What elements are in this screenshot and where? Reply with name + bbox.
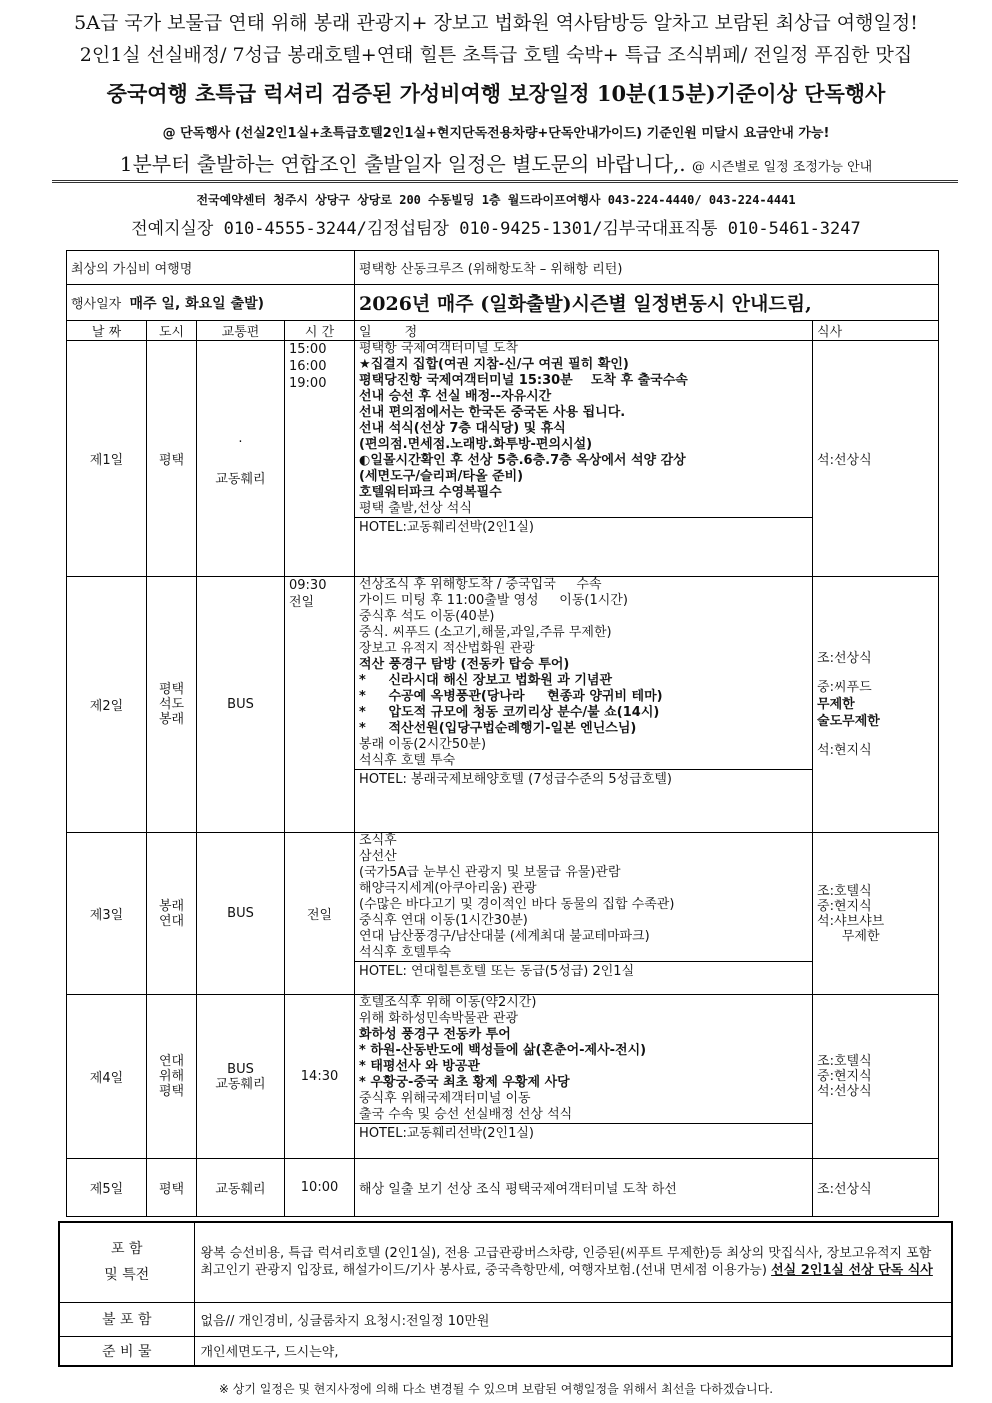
- schedule-line: * 압도적 규모에 청동 코끼리상 분수/불 쇼(14시): [359, 705, 660, 720]
- hotel-info: HOTEL:교동훼리선박(2인1실): [355, 517, 812, 536]
- schedule-line: 선내 편의점에서는 한국돈 중국돈 사용 됩니다.: [359, 405, 626, 420]
- column-headers: [67, 321, 939, 341]
- day-schedule: [355, 833, 813, 995]
- hotel-info: HOTEL: 봉래국제보해양호텔 (7성급수준의 5성급호텔): [355, 769, 812, 788]
- day-transport: BUS: [197, 577, 285, 833]
- day-city: 평택: [147, 341, 197, 577]
- schedule-line: ◐일몰시간확인 후 선상 5층.6층.7층 옥상에서 석양 감상: [359, 453, 686, 468]
- headline-4: @ 단독행사 (선실2인1실+초특급호텔2인1실+현지단독전용차량+단독안내가이드) 기준인원 미달시 요금안내 가능!: [162, 126, 830, 141]
- day-time: 14:30: [285, 995, 355, 1159]
- schedule-line: 무제한: [817, 697, 855, 712]
- day-time: 10:00: [285, 1159, 355, 1217]
- include-label: 포 함 및 특전: [59, 1222, 194, 1302]
- date-notice: 2026년 매주 (일화출발)시즌별 일정변동시 안내드림,: [355, 285, 939, 321]
- schedule-lines: [359, 995, 808, 1123]
- schedule-line: 중식후 위해국제객터미널 이동: [359, 1091, 531, 1106]
- day-schedule: [355, 577, 813, 833]
- date-cell: [67, 285, 355, 321]
- headline-3: 중국여행 초특급 럭셔리 검증된 가성비여행 보장일정 10분(15분)기준이상 단독행사: [106, 81, 886, 106]
- schedule-line: (편의점.면세점.노래방.화투방-편의시설): [359, 437, 593, 452]
- itinerary-table: [66, 250, 939, 1217]
- day-row: [67, 995, 939, 1159]
- exclude-text: 없음// 개인경비, 싱글룸차지 요청시:전일정 10만원: [194, 1302, 952, 1336]
- schedule-line: 봉래 이동(2시간50분): [359, 737, 487, 752]
- prep-label: 준 비 물: [59, 1336, 194, 1366]
- exclude-label: 불 포 함: [59, 1302, 194, 1336]
- schedule-line: 장보고 유적지 적산법화원 관광: [359, 641, 535, 656]
- schedule-line: * 수공예 옥병풍관(당나라 현종과 양귀비 테마): [359, 689, 663, 704]
- day-label: 제2일: [67, 577, 147, 833]
- day-row: [67, 577, 939, 833]
- schedule-line: 술도무제한: [817, 714, 880, 729]
- col-transport: 교통편: [197, 321, 285, 341]
- day-schedule: [355, 995, 813, 1159]
- day-meals: 조:호텔식 중:현지식 석:샤브샤브 무제한: [813, 833, 939, 995]
- headline-1: 5A급 국가 보물급 연태 위해 봉래 관광지+ 장보고 법화원 역사탐방등 알차고 보람된 최상급 여행일정!: [74, 12, 918, 34]
- schedule-line: * 하원-산동반도에 백성들에 삶(혼춘어-제사-전시): [359, 1043, 647, 1058]
- schedule-line: 중식후 석도 이동(40분): [359, 609, 495, 624]
- schedule-line: 평택당진항 국제여객터미널 15:30분 도착 후 출국수속: [359, 373, 688, 388]
- divider: [52, 180, 958, 183]
- schedule-line: 중식후 연대 이동(1시간30분): [359, 913, 528, 928]
- day-schedule: [355, 341, 813, 577]
- schedule-line: (세면도구/슬리퍼/타올 준비): [359, 469, 524, 484]
- day-label: 제3일: [67, 833, 147, 995]
- schedule-line: 석식후 호텔투숙: [359, 945, 452, 960]
- day-label: 제1일: [67, 341, 147, 577]
- schedule-line: 적산 풍경구 탐방 (전동카 탑승 투어): [359, 657, 570, 672]
- day-meals: [813, 577, 939, 833]
- transport-name: 교동훼리: [215, 471, 266, 487]
- schedule-line: * 태평선사 와 방공관: [359, 1059, 480, 1074]
- day-label: 제4일: [67, 995, 147, 1159]
- day-time: 09:30 전일: [285, 577, 355, 833]
- schedule-line: 호텔조식후 위해 이동(약2시간): [359, 995, 537, 1010]
- schedule-line: 삼선산: [359, 849, 397, 864]
- schedule-line: 평택 출발,선상 석식: [359, 501, 472, 516]
- col-city: 도시: [147, 321, 197, 341]
- date-value: 매주 일, 화요일 출발): [129, 295, 265, 312]
- terms-table: [58, 1221, 953, 1367]
- day-meals: 조:호텔식 중:현지식 석:선상식: [813, 995, 939, 1159]
- agency-address: 전국예약센터 청주시 상당구 상당로 200 수동빌딩 1층 월드라이프여행사 043-224-4440/ 043-224-4441: [196, 193, 796, 207]
- day-meals: 조:선상식: [813, 1159, 939, 1217]
- col-schedule: 일 정: [355, 321, 813, 341]
- schedule-line: 석:현지식: [817, 743, 872, 758]
- day-city: 평택 석도 봉래: [147, 577, 197, 833]
- day-transport: BUS: [197, 833, 285, 995]
- hotel-info: HOTEL:교동훼리선박(2인1실): [355, 1123, 812, 1142]
- schedule-lines: [359, 341, 808, 517]
- schedule-line: 석식후 호텔 투숙: [359, 753, 456, 768]
- headline-2: 2인1실 선실배정/ 7성급 봉래호텔+연태 힐튼 초특급 호텔 숙박+ 특급 조식뷔페/ 전일정 푸짐한 맛집: [79, 44, 913, 66]
- schedule-line: 호텔워터파크 수영복필수: [359, 485, 502, 500]
- transport-mark: .: [238, 430, 243, 446]
- schedule-line: * 우황궁-중국 최초 황제 우황제 사당: [359, 1075, 570, 1090]
- day-label: 제5일: [67, 1159, 147, 1217]
- schedule-line: * 신라시대 해신 장보고 법화원 과 기념관: [359, 673, 613, 688]
- prep-text: 개인세면도구, 드시는약,: [194, 1336, 952, 1366]
- join-notice: 1분부터 출발하는 연합조인 출발일자 일정은 별도문의 바랍니다,.: [119, 152, 686, 176]
- schedule-line: 위해 화하성민속박물관 관광: [359, 1011, 519, 1026]
- schedule-line: 화하성 풍경구 전동카 투어: [359, 1027, 511, 1042]
- schedule-line: 가이드 미팅 후 11:00출발 영성 이동(1시간): [359, 593, 628, 608]
- schedule-line: 연대 남산풍경구/남산대불 (세계최대 불교테마파크): [359, 929, 650, 944]
- hotel-info: HOTEL: 연대힐튼호텔 또는 동급(5성급) 2인1실: [355, 961, 812, 980]
- day-row: [67, 1159, 939, 1217]
- season-notice: @ 시즌별로 일정 조정가능 안내: [692, 160, 873, 175]
- include-highlight: 선실 2인1실 선상 단독 식사: [771, 1263, 933, 1279]
- schedule-line: 선내 석식(선상 7층 대식당) 및 휴식: [359, 421, 566, 436]
- trip-name-value: 평택항 산동크루즈 (위해항도착 – 위해항 리턴): [355, 251, 939, 285]
- day-time: 15:00 16:00 19:00: [285, 341, 355, 577]
- meal-lines: [817, 650, 934, 759]
- day-transport: BUS 교동훼리: [197, 995, 285, 1159]
- day-row: [67, 833, 939, 995]
- schedule-line: 중식. 씨푸드 (소고기,해물,과일,주류 무제한): [359, 625, 612, 640]
- col-time: 시 간: [285, 321, 355, 341]
- day-schedule-single: 해상 일출 보기 선상 조식 평택국제여객터미널 도착 하선: [355, 1159, 813, 1217]
- schedule-line: 평택항 국제여객터미널 도착: [359, 341, 519, 356]
- day-row: [67, 341, 939, 577]
- day-transport: 교동훼리: [197, 1159, 285, 1217]
- include-text: [194, 1222, 952, 1302]
- schedule-line: * 적산선원(입당구법순례행기-일본 엔닌스님): [359, 721, 637, 736]
- day-city: 평택: [147, 1159, 197, 1217]
- day-meals: 석:선상식: [813, 341, 939, 577]
- schedule-line: ★집결지 집합(여권 지참-신/구 여권 필히 확인): [359, 357, 629, 372]
- schedule-line: 중:씨푸드: [817, 680, 872, 695]
- date-label: 행사일자: [71, 296, 122, 312]
- day-city: 봉래 연대: [147, 833, 197, 995]
- col-date: 날 짜: [67, 321, 147, 341]
- schedule-line: 조:선상식: [817, 651, 872, 666]
- headline-5: [0, 148, 992, 177]
- schedule-lines: [359, 833, 808, 961]
- day-transport: [197, 341, 285, 577]
- schedule-line: 해양극지세계(아쿠아리움) 관광: [359, 881, 537, 896]
- contact-numbers: 전예지실장 010-4555-3244/김정섭팀장 010-9425-1301/김부국대표직통 010-5461-3247: [131, 219, 861, 239]
- schedule-lines: [359, 577, 808, 769]
- schedule-line: 선상조식 후 위해항도착 / 중국입국 수속: [359, 577, 602, 592]
- day-time: 전일: [285, 833, 355, 995]
- trip-name-label: 최상의 가심비 여행명: [67, 251, 355, 285]
- footnote: ※ 상기 일정은 및 현지사정에 의해 다소 변경될 수 있으며 보람된 여행일정을 위해서 최선을 다하겠습니다.: [218, 1382, 774, 1396]
- include-details: 왕복 승선비용, 특급 럭셔리호텔 (2인1실), 전용 고급관광버스차량, 인증된(씨푸트 무제한)등 최상의 맛집식사, 장보고유적지 포함 최고인기 관광지 입장료, 해설가이드/기사 봉사료, 중국측항만세, 여행자보험.(선내 면세점 이용가능): [200, 1246, 932, 1279]
- schedule-line: (국가5A급 눈부신 관광지 및 보물급 유물)관람: [359, 865, 621, 880]
- schedule-line: 출국 수속 및 승선 선실배정 선상 석식: [359, 1107, 573, 1122]
- schedule-line: 조식후: [359, 833, 397, 848]
- day-city: 연대 위해 평택: [147, 995, 197, 1159]
- schedule-line: 선내 승선 후 선실 배정--자유시간: [359, 389, 552, 404]
- schedule-line: (수많은 바다고기 및 경이적인 바다 동물의 집합 수족관): [359, 897, 675, 912]
- col-meals: 식사: [813, 321, 939, 341]
